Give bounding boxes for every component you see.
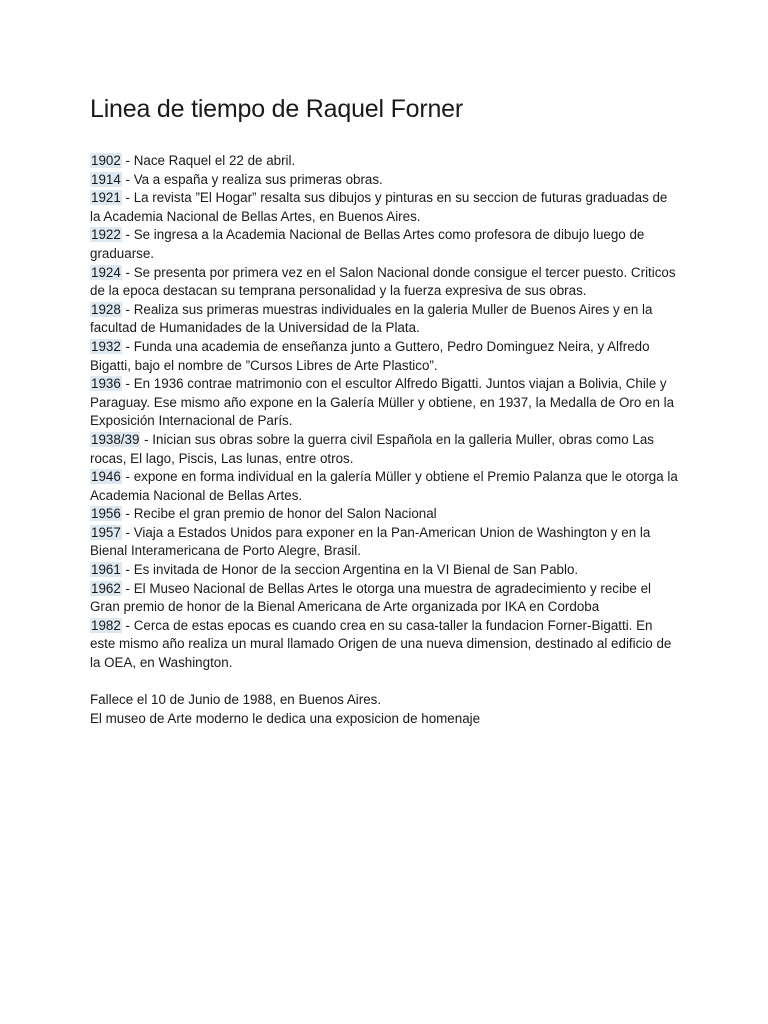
timeline-entry: [90, 617, 680, 673]
entry-text: - Inician sus obras sobre la guerra civil Española en la galleria Muller, obras como Las rocas, El lago, Piscis, Las lunas, entre otros.: [90, 431, 654, 466]
timeline-list: [90, 152, 680, 673]
entry-year: 1924: [91, 264, 121, 280]
closing-line-homage: El museo de Arte moderno le dedica una exposicion de homenaje: [90, 710, 481, 726]
entry-year: 1982: [91, 617, 121, 633]
entry-year: 1914: [91, 171, 121, 187]
entry-text: - Se ingresa a la Academia Nacional de Bellas Artes como profesora de dibujo luego de graduarse.: [90, 227, 645, 261]
entry-text: - Se presenta por primera vez en el Salon Nacional donde consigue el tercer puesto. Criticos de la epoca destacan su temprana personalidad y la fuerza expresiva de sus obras.: [90, 264, 676, 299]
entry-text: - expone en forma individual en la galería Müller y obtiene el Premio Palanza que le otorga la Academia Nacional de Bellas Artes.: [90, 469, 678, 503]
entry-text: - El Museo Nacional de Bellas Artes le otorga una muestra de agradecimiento y recibe el Gran premio de honor de la Bienal Americana de Arte organizada por IKA en Cordoba: [90, 580, 652, 615]
entry-year: 1938/39: [91, 431, 140, 447]
paragraph-spacer: [90, 673, 680, 692]
timeline-entry: [90, 561, 680, 580]
entry-text: - Funda una academia de enseñanza junto a Guttero, Pedro Dominguez Neira, y Alfredo Bigatti, bajo el nombre de ”Cursos Libres de Arte Plastico”.: [90, 338, 650, 373]
closing-line-death: Fallece el 10 de Junio de 1988, en Buenos Aires.: [90, 692, 382, 708]
timeline-entry: [90, 580, 680, 617]
entry-text: - La revista ”El Hogar” resalta sus dibujos y pinturas en su seccion de futuras graduadas de la Academia Nacional de Bellas Artes, en Buenos Aires.: [90, 190, 668, 224]
timeline-entry: [90, 505, 680, 524]
entry-year: 1961: [91, 562, 121, 578]
timeline-entry: [90, 301, 680, 338]
timeline-entry: [90, 375, 680, 431]
entry-year: 1946: [91, 469, 121, 485]
entry-text: - Realiza sus primeras muestras individuales en la galeria Muller de Buenos Aires y en la facultad de Humanidades de la Universidad de la Plata.: [90, 301, 653, 336]
entry-text: - En 1936 contrae matrimonio con el escultor Alfredo Bigatti. Juntos viajan a Bolivia, Chile y Paraguay. Ese mismo año expone en la Galería Müller y obtiene, en 1937, la Medalla de Oro en la Exposición Internacional de París.: [90, 376, 675, 429]
entry-year: 1936: [91, 376, 121, 392]
entry-year: 1962: [91, 580, 121, 596]
entry-year: 1902: [91, 153, 121, 168]
timeline-entry: [90, 524, 680, 561]
entry-year: 1928: [91, 301, 121, 317]
entry-text: - Recibe el gran premio de honor del Salon Nacional: [121, 506, 437, 522]
timeline-entry: [90, 152, 680, 171]
entry-text: - Viaja a Estados Unidos para exponer en la Pan-American Union de Washington y en la Bienal Interamericana de Porto Alegre, Brasil.: [90, 524, 651, 559]
timeline-entry: [90, 338, 680, 375]
timeline-entry: [90, 431, 680, 468]
entry-year: 1922: [91, 227, 121, 243]
timeline-entry: [90, 468, 680, 505]
timeline-entry: [90, 189, 680, 226]
entry-text: - Nace Raquel el 22 de abril.: [121, 153, 296, 168]
entry-text: - Va a españa y realiza sus primeras obras.: [121, 171, 383, 187]
page-title: Linea de tiempo de Raquel Forner: [90, 95, 464, 123]
entry-year: 1921: [91, 190, 121, 206]
timeline-entry: [90, 264, 680, 301]
timeline-entry: [90, 171, 680, 190]
entry-text: - Es invitada de Honor de la seccion Argentina en la VI Bienal de San Pablo.: [121, 562, 579, 578]
closing-notes: [90, 691, 680, 728]
entry-year: 1957: [91, 524, 121, 540]
entry-year: 1956: [91, 506, 121, 522]
timeline-entry: [90, 226, 680, 263]
entry-text: - Cerca de estas epocas es cuando crea en su casa-taller la fundacion Forner-Bigatti. En este mismo año realiza un mural llamado Origen de una nueva dimension, destinado al edificio de la OEA, en Washington.: [90, 617, 672, 671]
document-page: [90, 92, 680, 728]
entry-year: 1932: [91, 338, 121, 354]
